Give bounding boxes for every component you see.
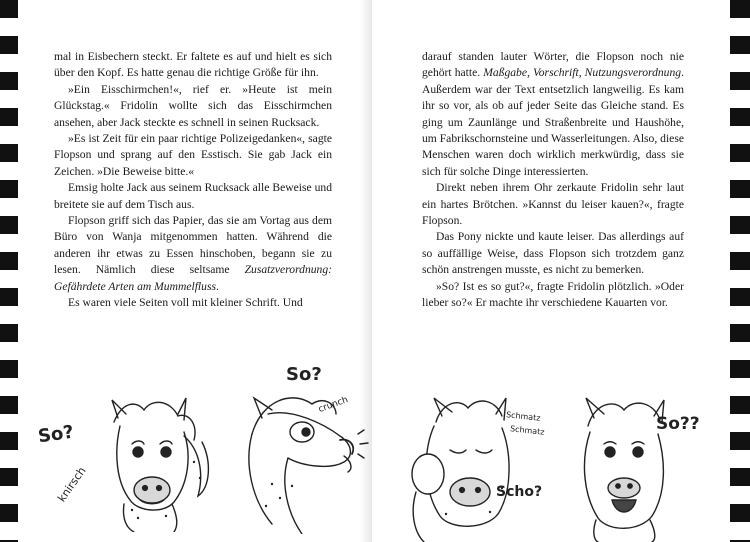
text-segment: mal in Eisbechern steckt. Er faltete es auf und hielt es sich über den Kopf. Es hatte genau die richtige Größe für ihn. <box>54 50 332 80</box>
italic-text-segment: Maßgabe, Vorschrift, Nutzungsverordnung <box>483 66 682 80</box>
sfx-schmatz-2: Schmatz <box>509 424 545 437</box>
sfx-scho: Scho? <box>496 484 543 500</box>
paragraph <box>422 180 684 229</box>
text-segment: . Außerdem war der Text entsetzlich langweilig. Es kam ihr so vor, als ob auf jeder Seite das Gleiche stand. Es ging um Zaunlänge und Straßenbreite und Haushöhe, um Fabrikschornsteine und Wasserleitungen. Also, diese Menschen waren doch wirklich merkwürdig, dass sie sich für solche Dinge interessierten. <box>422 66 684 178</box>
sfx-knirsch: knirsch <box>55 464 89 505</box>
text-segment: »Ein Eisschirmchen!«, rief er. »Heute ist mein Glückstag.« Fridolin wollte sich das Eisschirmchen ansehen, aber Jack steckte es schnell in seinen Rucksack. <box>54 82 332 129</box>
sfx-schmatz-1: Schmatz <box>505 410 541 423</box>
text-segment: . <box>215 279 219 293</box>
paragraph <box>54 180 332 213</box>
sfx-so-right: So?? <box>656 414 700 434</box>
right-page <box>372 0 730 542</box>
text-segment: darauf standen lauter Wörter, die Flopson noch nie gehört hatte. <box>422 50 684 80</box>
paragraph <box>54 131 332 180</box>
striped-border-right <box>728 0 750 542</box>
paragraph <box>422 49 684 180</box>
paragraph <box>422 229 684 278</box>
paragraph <box>54 82 332 131</box>
sfx-so-middle: So? <box>286 364 322 385</box>
italic-text-segment: Zusatzverordnung: Gefährdete Arten am Mummelfluss <box>54 263 332 293</box>
right-page-text <box>422 49 684 312</box>
text-segment: Es waren viele Seiten voll mit kleiner Schrift. Und <box>68 296 303 310</box>
paragraph <box>54 49 332 82</box>
text-segment: »Es ist Zeit für ein paar richtige Polizeigedanken«, sagte Flopson und sprang auf den Esstisch. Sie gab Jack ein Zeichen. »Die Beweise bitte.« <box>54 132 332 178</box>
paragraph <box>54 295 332 311</box>
pony-illustration-2 <box>232 374 372 534</box>
pony-illustration-1 <box>74 392 224 532</box>
sfx-crunch: crunch <box>317 395 350 415</box>
sfx-so-left: So? <box>36 421 76 448</box>
text-segment: Emsig holte Jack aus seinem Rucksack alle Beweise und breitete sie auf dem Tisch aus. <box>54 181 332 211</box>
text-segment: »So? Ist es so gut?«, fragte Fridolin plötzlich. »Oder lieber so?« Er machte ihr verschiedene Kauarten vor. <box>422 279 684 310</box>
paragraph <box>422 279 684 312</box>
left-page-text <box>54 49 332 312</box>
text-segment: Direkt neben ihrem Ohr zerkaute Fridolin sehr laut ein hartes Brötchen. »Kannst du leiser kauen?«, fragte Flopson. <box>422 181 684 228</box>
paragraph <box>54 213 332 295</box>
left-page <box>18 0 370 542</box>
text-segment: Das Pony nickte und kaute leiser. Das allerdings auf so auffällige Weise, dass Flopson sich trotzdem ganz schön anstrengen musste, es nicht zu bemerken. <box>422 230 684 277</box>
text-segment: Flopson griff sich das Papier, das sie am Vortag aus dem Büro von Wanja mitgenommen hatten. Während die anderen ihr etwas zu Essen hinschoben, begann sie zu lesen. Nämlich diese seltsame <box>54 214 332 277</box>
